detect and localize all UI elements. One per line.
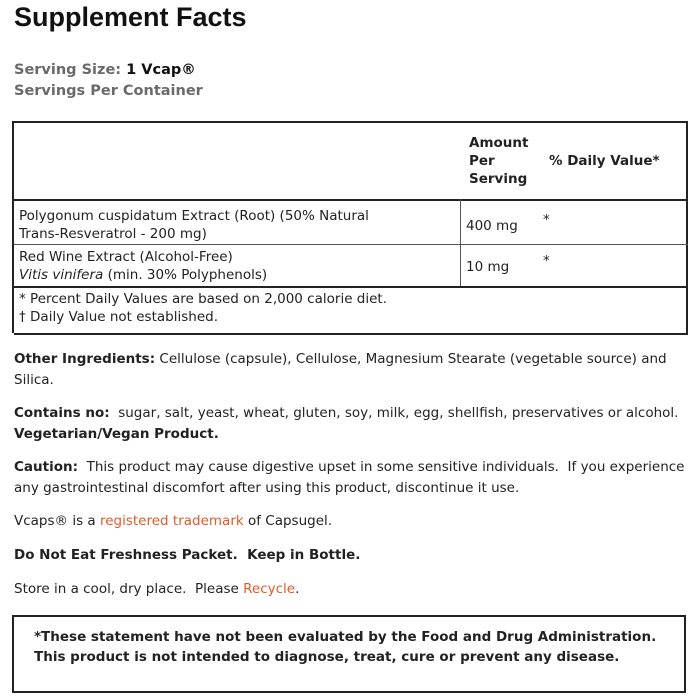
footnote-percent-dv: * Percent Daily Values are based on 2,000 calorie diet. bbox=[19, 291, 388, 307]
ingredient-row-2-amount: 10 mg bbox=[466, 259, 510, 275]
amount-header-line2: Per bbox=[469, 153, 495, 169]
other-ingredients-text: Cellulose (capsule), Cellulose, Magnesium Stearate (vegetable source) and Silica. bbox=[14, 351, 667, 388]
storage-pre: Store in a cool, dry place. Please bbox=[14, 581, 244, 597]
registered-trademark-link[interactable]: registered trademark bbox=[99, 513, 244, 529]
fda-disclaimer-box bbox=[12, 615, 686, 693]
column-divider bbox=[460, 199, 461, 286]
servings-per-container-label: Servings Per Container bbox=[14, 83, 203, 99]
row2-name-line2 bbox=[19, 266, 267, 284]
other-ingredients bbox=[14, 349, 686, 391]
row-divider-1 bbox=[14, 244, 688, 245]
other-ingredients-label: Other Ingredients: bbox=[14, 351, 156, 367]
ingredient-row-1-dv: * bbox=[543, 212, 550, 228]
contains-no-text: sugar, salt, yeast, wheat, gluten, soy, milk, egg, shellfish, preservatives or alcohol. bbox=[109, 405, 688, 421]
footnote-dv-not-established: † Daily Value not established. bbox=[19, 309, 218, 325]
caution bbox=[14, 457, 689, 499]
vcaps-pre: Vcaps® is a bbox=[14, 513, 100, 529]
ingredient-row-1-name bbox=[19, 207, 369, 243]
facts-right-border bbox=[686, 121, 688, 333]
serving-size-line bbox=[14, 60, 203, 81]
amount-header-line1: Amount bbox=[469, 135, 529, 151]
ingredient-row-2-dv: * bbox=[543, 253, 550, 269]
facts-left-border bbox=[12, 121, 14, 333]
ingredient-row-2-name bbox=[19, 248, 267, 284]
ingredient-row-1-amount: 400 mg bbox=[466, 218, 518, 234]
serving-info bbox=[14, 60, 203, 102]
amount-per-serving-header bbox=[469, 134, 528, 188]
daily-value-header: % Daily Value* bbox=[549, 153, 660, 169]
footnotes bbox=[19, 290, 387, 326]
caution-label: Caution: bbox=[14, 459, 78, 475]
facts-bottom-rule bbox=[14, 333, 688, 335]
row2-latin-name: Vitis vinifera bbox=[19, 267, 104, 283]
facts-top-rule bbox=[14, 121, 688, 123]
serving-size-value: 1 Vcap® bbox=[126, 62, 196, 78]
vcaps-post: of Capsugel. bbox=[243, 513, 333, 529]
storage-post: . bbox=[295, 581, 300, 597]
row1-name-line2: Trans-Resveratrol - 200 mg) bbox=[19, 226, 207, 242]
row2-name-line1: Red Wine Extract (Alcohol-Free) bbox=[19, 249, 233, 265]
serving-size-label: Serving Size: bbox=[14, 62, 122, 78]
storage-note bbox=[14, 579, 686, 600]
vegetarian-vegan-label: Vegetarian/Vegan Product. bbox=[14, 426, 219, 442]
caution-text: This product may cause digestive upset in some sensitive individuals. If you experience any gastrointestinal discomfort after using this product, discontinue it use. bbox=[14, 459, 689, 496]
row1-name-line1: Polygonum cuspidatum Extract (Root) (50% Natural bbox=[19, 208, 369, 224]
contains-no-label: Contains no: bbox=[14, 405, 110, 421]
supplement-facts-title: Supplement Facts bbox=[14, 2, 247, 32]
row2-name-rest: (min. 30% Polyphenols) bbox=[103, 267, 268, 283]
vcaps-trademark-note bbox=[14, 511, 686, 532]
recycle-link[interactable]: Recycle bbox=[243, 581, 296, 597]
amount-header-line3: Serving bbox=[469, 171, 528, 187]
contains-no bbox=[14, 403, 686, 445]
fda-disclaimer-text: *These statement have not been evaluated by the Food and Drug Administration. This product is not intended to diagnose, treat, cure or prevent any disease. bbox=[34, 629, 666, 665]
footnote-rule bbox=[14, 286, 688, 288]
freshness-packet-warning: Do Not Eat Freshness Packet. Keep in Bottle. bbox=[14, 547, 361, 563]
header-rule bbox=[14, 199, 688, 201]
